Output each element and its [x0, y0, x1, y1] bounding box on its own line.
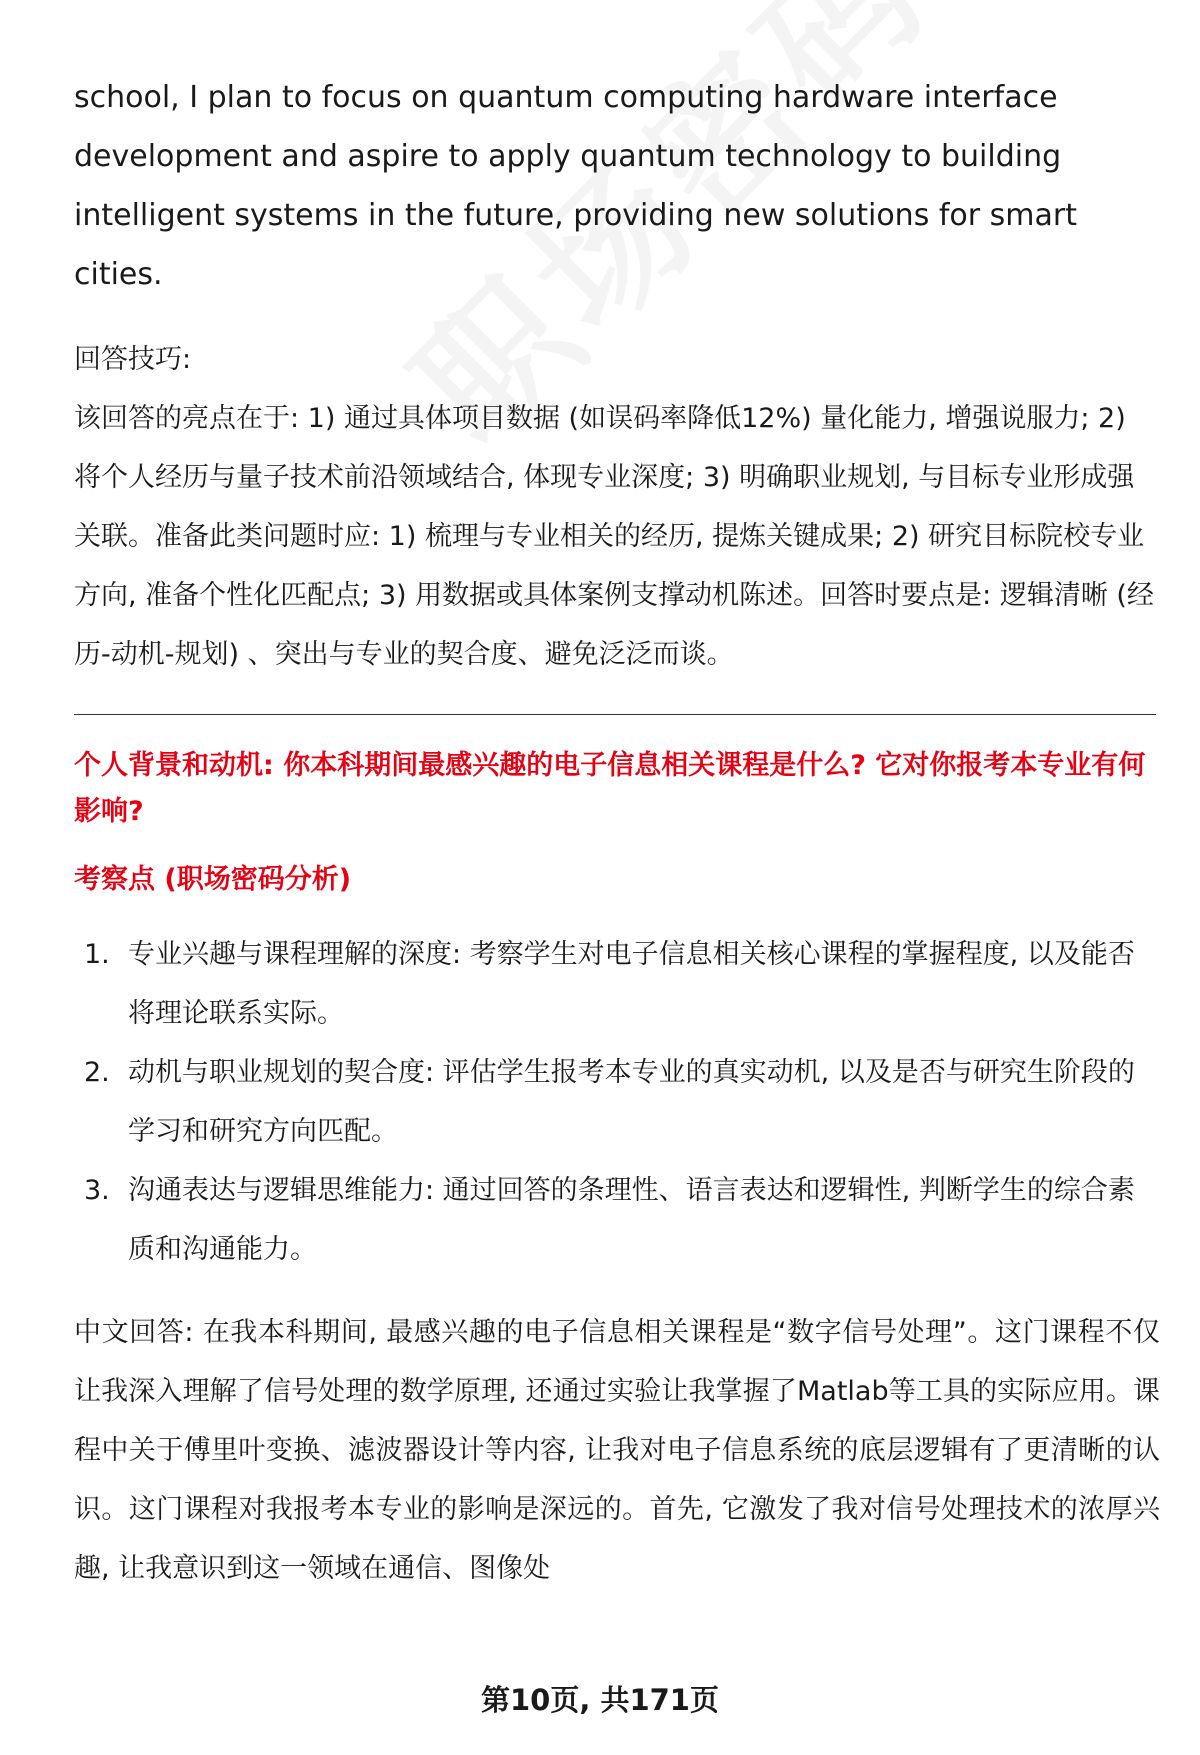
focus-points-list: [74, 925, 1160, 1279]
list-item-text: 专业兴趣与课程理解的深度: 考察学生对电子信息相关核心课程的掌握程度, 以及能否将理论联系实际。: [128, 939, 1135, 1029]
list-item-number: 1.: [84, 939, 110, 970]
list-item-number: 3.: [84, 1175, 110, 1206]
question-heading: 个人背景和动机: 你本科期间最感兴趣的电子信息相关课程是什么? 它对你报考本专业有何影响?: [74, 750, 1146, 827]
focus-points-title: 考察点 (职场密码分析): [74, 864, 352, 895]
page-number-footer: 第10页, 共171页: [480, 1683, 719, 1717]
list-item-text: 动机与职业规划的契合度: 评估学生报考本专业的真实动机, 以及是否与研究生阶段的学习和研究方向匹配。: [128, 1057, 1135, 1147]
tips-body: 该回答的亮点在于: 1) 通过具体项目数据 (如误码率降低12%) 量化能力, 增强说服力; 2) 将个人经历与量子技术前沿领域结合, 体现专业深度; 3) 明确职业规划, 与目标专业形成强关联。准备此类问题时应: 1) 梳理与专业相关的经历, 提炼关键成果; 2) 研究目标院校专业方向, 准备个性化匹配点; 3) 用数据或具体案例支撑动机陈述。回答时要点是: 逻辑清晰 (经历-动机-规划) 、突出与专业的契合度、避免泛泛而谈。: [74, 403, 1154, 670]
list-item: [74, 1043, 1160, 1161]
list-item-number: 2.: [84, 1057, 110, 1088]
list-item: [74, 1161, 1160, 1279]
page-content: [74, 68, 1160, 1598]
chinese-answer: 中文回答: 在我本科期间, 最感兴趣的电子信息相关课程是“数字信号处理”。这门课程不仅让我深入理解了信号处理的数学原理, 还通过实验让我掌握了Matlab等工具的实际应用。课程中关于傅里叶变换、滤波器设计等内容, 让我对电子信息系统的底层逻辑有了更清晰的认识。这门课程对我报考本专业的影响是深远的。首先, 它激发了我对信号处理技术的浓厚兴趣, 让我意识到这一领域在通信、图像处: [74, 1317, 1160, 1584]
tips-title: 回答技巧:: [74, 344, 192, 375]
list-item-text: 沟通表达与逻辑思维能力: 通过回答的条理性、语言表达和逻辑性, 判断学生的综合素质和沟通能力。: [128, 1175, 1135, 1265]
list-item: [74, 925, 1160, 1043]
english-paragraph: school, I plan to focus on quantum computing hardware interface development and aspire to apply quantum technology to building intelligent systems in the future, providing new solutions for smart cities.: [74, 80, 1077, 292]
section-divider: [74, 714, 1156, 715]
